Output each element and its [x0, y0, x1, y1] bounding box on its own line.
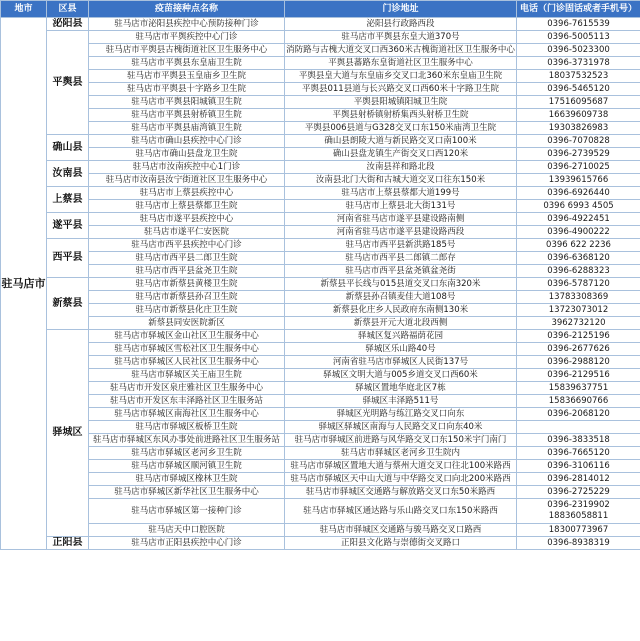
address-cell: 平舆县皇大道与东皇庙乡交叉口北360米东皇庙卫生院 — [285, 70, 517, 83]
site-name-cell: 驻马店市新蔡县化庄卫生院 — [89, 304, 285, 317]
address-cell: 驿城区光明路与练江路交叉口向东 — [285, 408, 517, 421]
table-row — [1, 200, 640, 213]
table-row — [1, 265, 640, 278]
address-cell: 平舆县006县道与G328交叉口东150米庙湾卫生院 — [285, 122, 517, 135]
phone-cell: 0396-2125196 — [517, 330, 640, 343]
table-body — [1, 18, 640, 550]
phone-cell: 0396-7070828 — [517, 135, 640, 148]
table-row — [1, 460, 640, 473]
phone-cell: 0396-3731978 — [517, 57, 640, 70]
phone-cell: 16639609738 — [517, 109, 640, 122]
city-cell: 驻马店市 — [1, 18, 47, 550]
phone-cell: 0396-2814012 — [517, 473, 640, 486]
site-name-cell: 驻马店市西平县二郎卫生院 — [89, 252, 285, 265]
table-row — [1, 317, 640, 330]
site-name-cell: 驻马店市驿城区关王庙卫生院 — [89, 369, 285, 382]
site-name-cell: 驻马店市汝南疾控中心1门诊 — [89, 161, 285, 174]
table-row — [1, 304, 640, 317]
address-cell: 河南省驻马店市遂平县建设路南侧 — [285, 213, 517, 226]
table-row — [1, 226, 640, 239]
header-site: 疫苗接种点名称 — [89, 1, 285, 18]
table-row — [1, 382, 640, 395]
site-name-cell: 驻马店市驿城区金山社区卫生服务中心 — [89, 330, 285, 343]
site-name-cell: 驻马店市驿城区东风办事处前进路社区卫生服务站 — [89, 434, 285, 447]
address-cell: 驿城区文明大道与005乡道交叉口西60米 — [285, 369, 517, 382]
address-cell: 驻马店市上蔡县蔡都大道199号 — [285, 187, 517, 200]
phone-cell: 13939615766 — [517, 174, 640, 187]
site-name-cell: 驻马店市遂平县疾控中心 — [89, 213, 285, 226]
address-cell: 驻马店市驿城区天中山大道与中华路交叉口向北200米路西 — [285, 473, 517, 486]
phone-cell: 0396 6993 4505 — [517, 200, 640, 213]
table-header-row — [1, 1, 640, 18]
phone-cell: 0396-6368120 — [517, 252, 640, 265]
site-name-cell: 驻马店市上蔡县蔡都卫生院 — [89, 200, 285, 213]
address-cell: 泌阳县行政路西段 — [285, 18, 517, 31]
phone-cell: 0396-5005113 — [517, 31, 640, 44]
address-cell: 驻马店市驿城区老河乡卫生院内 — [285, 447, 517, 460]
phone-cell: 0396-2129516 — [517, 369, 640, 382]
district-cell: 平舆县 — [47, 31, 89, 135]
phone-cell — [517, 421, 640, 434]
table-row — [1, 343, 640, 356]
header-city: 地市 — [1, 1, 47, 18]
table-row — [1, 369, 640, 382]
address-cell: 新蔡县孙召镇麦佳大道108号 — [285, 291, 517, 304]
phone-cell: 0396-8938319 — [517, 537, 640, 550]
table-row — [1, 174, 640, 187]
site-name-cell: 驻马店市平舆县阳城镇卫生院 — [89, 96, 285, 109]
address-cell: 确山县盘龙镇生产街交叉口西120米 — [285, 148, 517, 161]
address-cell: 汝南县祥和路北段 — [285, 161, 517, 174]
site-name-cell: 驻马店市驿城区雪松社区卫生服务中心 — [89, 343, 285, 356]
address-cell: 河南省驻马店市遂平县建设路西段 — [285, 226, 517, 239]
site-name-cell: 驻马店市平舆县射桥镇卫生院 — [89, 109, 285, 122]
address-cell: 平舆县阳城镇阳城卫生院 — [285, 96, 517, 109]
phone-cell: 18300773967 — [517, 524, 640, 537]
address-cell: 正阳县文化路与崇德街交叉路口 — [285, 537, 517, 550]
table-row — [1, 499, 640, 524]
address-cell: 驻马店市西平县盆尧镇盆尧街 — [285, 265, 517, 278]
phone-cell: 3962732120 — [517, 317, 640, 330]
address-cell: 汝南县北门大街和古城大道交叉口往东150米 — [285, 174, 517, 187]
address-cell: 驻马店市驿城区置地大道与蔡州大道交叉口往北100米路西 — [285, 460, 517, 473]
site-name-cell: 驻马店市确山县盘龙卫生院 — [89, 148, 285, 161]
address-cell: 消防路与古槐大道交叉口西360米古槐街道社区卫生服务中心 — [286, 45, 515, 55]
table-row — [1, 96, 640, 109]
phone-cell: 0396-7665120 — [517, 447, 640, 460]
address-cell: 平舆县蕃路东皇街道社区卫生服务中心 — [285, 57, 517, 70]
table-row — [1, 122, 640, 135]
table-row — [1, 187, 640, 200]
phone-cell: 19303826983 — [517, 122, 640, 135]
phone-cell: 0396-3106116 — [517, 460, 640, 473]
table-row — [1, 473, 640, 486]
table-row — [1, 421, 640, 434]
site-name-cell: 驻马店市平舆疾控中心门诊 — [89, 31, 285, 44]
site-name-cell: 新蔡县同安医院新区 — [89, 317, 285, 330]
address-cell: 驻马店市驿城区前进路与风华路交叉口东150米宇门南门 — [285, 434, 517, 447]
district-cell: 泌阳县 — [47, 18, 89, 31]
site-name-cell: 驻马店市开发区泉庄雅社区卫生服务中心 — [89, 382, 285, 395]
site-name-cell: 驻马店市驿城区顺河镇卫生院 — [89, 460, 285, 473]
address-cell: 驿城区置地华庭北区7栋 — [285, 382, 517, 395]
site-name-cell: 驻马店市驿城区老河乡卫生院 — [89, 447, 285, 460]
header-district: 区县 — [47, 1, 89, 18]
table-row — [1, 408, 640, 421]
table-row — [1, 434, 640, 447]
site-name-cell: 驻马店市平舆县古槐街道社区卫生服务中心 — [89, 44, 285, 57]
table-row — [1, 31, 640, 44]
district-cell: 汝南县 — [47, 161, 89, 187]
phone-cell: 15836690766 — [517, 395, 640, 408]
site-name-cell: 驻马店市驿城区南海社区卫生服务中心 — [89, 408, 285, 421]
phone-cell: 0396-6926440 — [517, 187, 640, 200]
district-cell: 遂平县 — [47, 213, 89, 239]
site-name-cell: 驻马店市驿城区新华社区卫生服务中心 — [89, 486, 285, 499]
phone-cell: 0396-2319902 18836058811 — [517, 499, 640, 524]
address-cell: 平舆县射桥镇射桥集西头射桥卫生院 — [285, 109, 517, 122]
site-name-cell: 驻马店市平舆县庙湾镇卫生院 — [89, 122, 285, 135]
table-row — [1, 239, 640, 252]
site-name-cell: 驻马店市平舆县十字路乡卫生院 — [89, 83, 285, 96]
table-row — [1, 161, 640, 174]
address-cell: 平舆县011县道与长兴路交叉口西60米十字路卫生院 — [285, 83, 517, 96]
address-cell: 新蔡县开元大道北段西侧 — [285, 317, 517, 330]
table-row — [1, 356, 640, 369]
table-row — [1, 447, 640, 460]
address-cell: 确山县朗陵大道与新民路交叉口南100米 — [285, 135, 517, 148]
table-row — [1, 537, 640, 550]
table-row — [1, 330, 640, 343]
phone-cell: 0396-5787120 — [517, 278, 640, 291]
phone-cell: 0396-4900222 — [517, 226, 640, 239]
table-row — [1, 524, 640, 537]
address-cell: 驻马店市平舆县东皇大道370号 — [285, 31, 517, 44]
district-cell: 驿城区 — [47, 330, 89, 537]
table-row — [1, 57, 640, 70]
table-row — [1, 148, 640, 161]
table-row — [1, 44, 640, 57]
site-name-cell: 驻马店市新蔡县孙召卫生院 — [89, 291, 285, 304]
header-address: 门诊地址 — [285, 1, 517, 18]
phone-cell: 0396 622 2236 — [517, 239, 640, 252]
site-name-cell: 驻马店市西平县疾控中心门诊 — [89, 239, 285, 252]
phone-cell: 0396-2725229 — [517, 486, 640, 499]
site-name-cell: 驻马店市确山县疾控中心门诊 — [89, 135, 285, 148]
phone-cell: 0396-6288323 — [517, 265, 640, 278]
address-cell: 驻马店市上蔡县北大街131号 — [285, 200, 517, 213]
address-cell: 驻马店市驿城区交通路与解放路交叉口东50米路西 — [285, 486, 517, 499]
address-cell: 河南省驻马店市驿城区人民街137号 — [285, 356, 517, 369]
phone-cell: 0396-4922451 — [517, 213, 640, 226]
site-name-cell: 驻马店市泌阳县疾控中心预防接种门诊 — [89, 18, 285, 31]
phone-cell: 0396-2068120 — [517, 408, 640, 421]
phone-cell: 18037532523 — [517, 70, 640, 83]
address-cell: 驿城区乐山路40号 — [285, 343, 517, 356]
phone-cell: 17516095687 — [517, 96, 640, 109]
address-cell: 驻马店市西平县新洪路185号 — [285, 239, 517, 252]
site-name-cell: 驻马店市驿城区橡林卫生院 — [89, 473, 285, 486]
table-row — [1, 70, 640, 83]
phone-cell: 0396-5465120 — [517, 83, 640, 96]
address-cell: 驻马店市驿城区通达路与乐山路交叉口东150米路西 — [285, 499, 517, 524]
site-name-cell: 驻马店市驿城区板桥卫生院 — [89, 421, 285, 434]
district-cell: 确山县 — [47, 135, 89, 161]
district-cell: 西平县 — [47, 239, 89, 278]
phone-cell: 0396-5023300 — [517, 44, 640, 57]
site-name-cell: 驻马店市新蔡县黄楼卫生院 — [89, 278, 285, 291]
site-name-cell: 驻马店市上蔡县疾控中心 — [89, 187, 285, 200]
phone-cell: 13783308369 — [517, 291, 640, 304]
site-name-cell: 驻马店市遂平仁安医院 — [89, 226, 285, 239]
table-row — [1, 278, 640, 291]
phone-cell: 15839637751 — [517, 382, 640, 395]
table-row — [1, 291, 640, 304]
phone-cell: 0396-2988120 — [517, 356, 640, 369]
site-name-cell: 驻马店天中口腔医院 — [89, 524, 285, 537]
site-name-cell: 驻马店市正阳县疾控中心门诊 — [89, 537, 285, 550]
table-row — [1, 109, 640, 122]
table-row — [1, 18, 640, 31]
site-name-cell: 驻马店市驿城区第一接种门诊 — [89, 499, 285, 524]
site-name-cell: 驻马店市平舆县东皇庙卫生院 — [89, 57, 285, 70]
site-name-cell: 驻马店市汝南县汝宁街道社区卫生服务中心 — [89, 174, 285, 187]
address-cell: 驿城区丰泽路511号 — [285, 395, 517, 408]
phone-cell: 13723073012 — [517, 304, 640, 317]
site-name-cell: 驻马店市开发区东丰泽路社区卫生服务站 — [89, 395, 285, 408]
table-row — [1, 395, 640, 408]
district-cell: 新蔡县 — [47, 278, 89, 330]
address-cell: 驿城区复兴路福荫花园 — [285, 330, 517, 343]
site-name-cell: 驻马店市驿城区人民社区卫生服务中心 — [89, 356, 285, 369]
address-cell: 驿城区驿城区南海与人民路交叉口向东40米 — [285, 421, 517, 434]
address-cell: 新蔡县化庄乡人民政府东南侧130米 — [285, 304, 517, 317]
table-row — [1, 486, 640, 499]
header-phone: 电话（门诊固话或者手机号） — [517, 1, 640, 18]
phone-cell: 0396-2710025 — [517, 161, 640, 174]
phone-cell: 0396-2677626 — [517, 343, 640, 356]
district-cell: 上蔡县 — [47, 187, 89, 213]
phone-cell: 0396-7615539 — [517, 18, 640, 31]
table-row — [1, 252, 640, 265]
phone-cell: 0396-3833518 — [517, 434, 640, 447]
table-row — [1, 83, 640, 96]
table-row — [1, 135, 640, 148]
district-cell: 正阳县 — [47, 537, 89, 550]
site-name-cell: 驻马店市西平县盆尧卫生院 — [89, 265, 285, 278]
table-row — [1, 213, 640, 226]
phone-cell: 0396-2739529 — [517, 148, 640, 161]
address-cell: 驻马店市驿城区交通路与骏马路交叉口路西 — [285, 524, 517, 537]
address-cell: 驻马店市西平县二郎镇二郎存 — [285, 252, 517, 265]
address-cell: 新蔡县平长线与015县道交叉口东南320米 — [285, 278, 517, 291]
site-name-cell: 驻马店市平舆县玉皇庙乡卫生院 — [89, 70, 285, 83]
